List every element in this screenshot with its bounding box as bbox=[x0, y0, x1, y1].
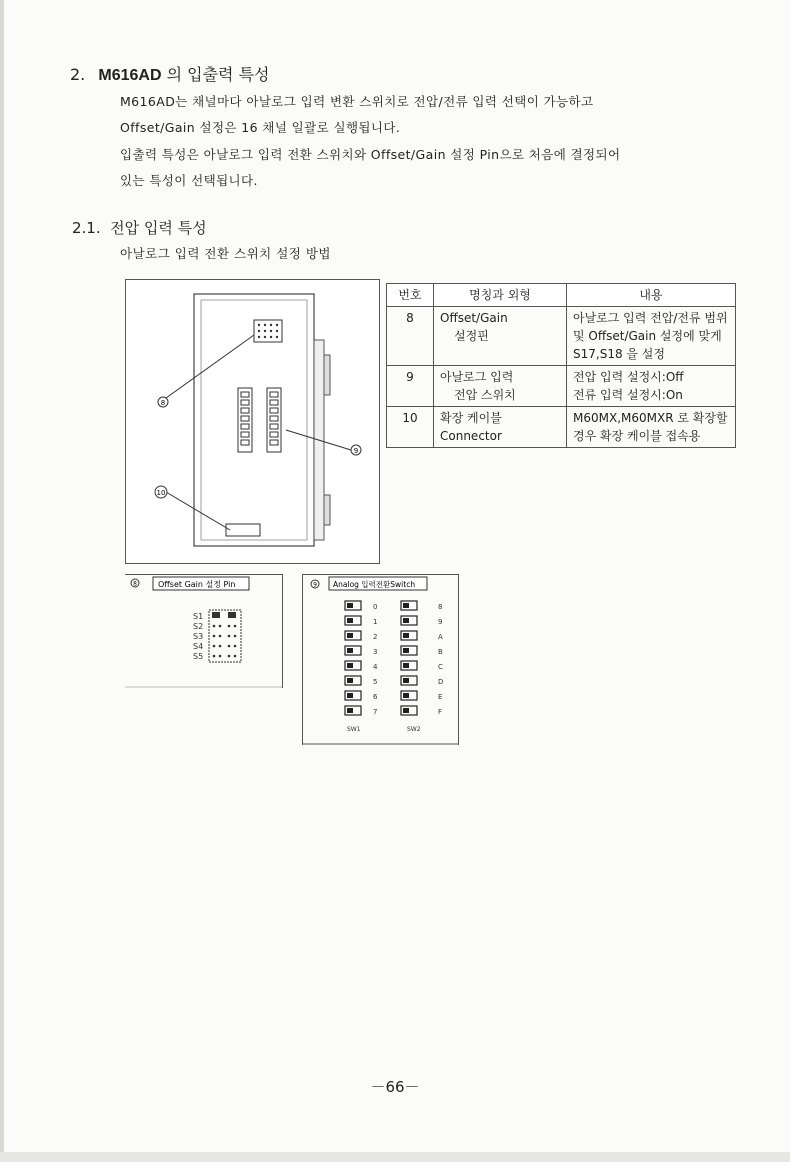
pin-row-s1: S1 bbox=[193, 612, 204, 621]
switch-detail-drawing bbox=[303, 575, 458, 745]
sw2-label: C bbox=[438, 663, 443, 671]
sw1-label: 7 bbox=[373, 708, 378, 716]
pin-row-s5: S5 bbox=[193, 652, 204, 661]
pin-row-s2: S2 bbox=[193, 622, 204, 631]
row-content: M60MX,M60MXR 로 확장할 경우 확장 케이블 접속용 bbox=[567, 407, 736, 448]
sw2-label: 9 bbox=[438, 618, 443, 626]
sw1-label: 2 bbox=[373, 633, 378, 641]
sw2-label: 8 bbox=[438, 603, 443, 611]
switch-callout: 9 bbox=[313, 581, 317, 589]
spec-table bbox=[386, 283, 736, 448]
table-header-row bbox=[387, 284, 736, 307]
table-row bbox=[387, 366, 736, 407]
sw2-label: F bbox=[438, 708, 443, 716]
sw1-label: 3 bbox=[373, 648, 378, 656]
subsection-number: 2.1. bbox=[72, 219, 101, 237]
section-number: 2. bbox=[70, 65, 86, 84]
subsection-title: 전압 입력 특성 bbox=[110, 219, 207, 237]
analog-switch-detail bbox=[302, 574, 459, 745]
subsection-caption: 아날로그 입력 전환 스위치 설정 방법 bbox=[120, 246, 331, 261]
subsection-heading bbox=[72, 217, 207, 238]
callout-10: 10 bbox=[156, 489, 166, 497]
sw1-label: 1 bbox=[373, 618, 378, 626]
sw2-label: E bbox=[438, 693, 443, 701]
row-content: 아날로그 입력 전압/전류 범위 및 Offset/Gain 설정에 맞게 S17,S18 을 설정 bbox=[567, 307, 736, 366]
row-name: 아날로그 입력 전압 스위치 bbox=[434, 366, 567, 407]
sw2-label: B bbox=[438, 648, 443, 656]
page-edge-shadow bbox=[0, 0, 4, 1162]
paragraph-line-3: 입출력 특성은 아날로그 입력 전환 스위치와 Offset/Gain 설정 Pin으로 처음에 결정되어 bbox=[120, 147, 621, 162]
sw1-label: 5 bbox=[373, 678, 378, 686]
row-name: 확장 케이블 Connector bbox=[434, 407, 567, 448]
callout-8: 8 bbox=[160, 399, 166, 407]
paragraph-line-2: Offset/Gain 설정은 16 채널 일괄로 실행됩니다. bbox=[120, 120, 401, 135]
offset-gain-pin-detail bbox=[125, 574, 283, 688]
section-model: M616AD bbox=[98, 67, 162, 84]
sw1-label: 0 bbox=[373, 603, 378, 611]
module-drawing bbox=[126, 280, 379, 563]
pin-row-s3: S3 bbox=[193, 632, 204, 641]
switch-title: Analog 입력전환Switch bbox=[333, 580, 416, 589]
paragraph-line-1: M616AD는 채널마다 아날로그 입력 변환 스위치로 전압/전류 입력 선택이 가능하고 bbox=[120, 94, 594, 109]
sw2-name: SW2 bbox=[407, 726, 421, 733]
pin-title: Offset Gain 설정 Pin bbox=[158, 580, 236, 589]
sw1-name: SW1 bbox=[347, 726, 361, 733]
section-title: 의 입출력 특성 bbox=[166, 65, 270, 84]
header-name: 명칭과 외형 bbox=[434, 284, 567, 307]
sw1-label: 4 bbox=[373, 663, 378, 671]
table-row bbox=[387, 307, 736, 366]
page-bottom-edge bbox=[0, 1152, 790, 1162]
paragraph-line-4: 있는 특성이 선택됩니다. bbox=[120, 173, 258, 188]
section-heading bbox=[70, 62, 270, 85]
pin-detail-drawing bbox=[125, 575, 282, 688]
row-name: Offset/Gain 설정핀 bbox=[434, 307, 567, 366]
header-number: 번호 bbox=[387, 284, 434, 307]
row-number: 8 bbox=[387, 307, 434, 366]
row-content: 전압 입력 설정시:Off 전류 입력 설정시:On bbox=[567, 366, 736, 407]
pin-callout: 8 bbox=[133, 580, 137, 588]
module-figure bbox=[125, 279, 380, 564]
header-content: 내용 bbox=[567, 284, 736, 307]
sw2-label: A bbox=[438, 633, 443, 641]
pin-row-s4: S4 bbox=[193, 642, 204, 651]
callout-9: 9 bbox=[353, 447, 359, 455]
sw1-label: 6 bbox=[373, 693, 378, 701]
row-number: 10 bbox=[387, 407, 434, 448]
sw2-label: D bbox=[438, 678, 444, 686]
page-number: －66－ bbox=[370, 1078, 420, 1096]
row-number: 9 bbox=[387, 366, 434, 407]
table-row bbox=[387, 407, 736, 448]
